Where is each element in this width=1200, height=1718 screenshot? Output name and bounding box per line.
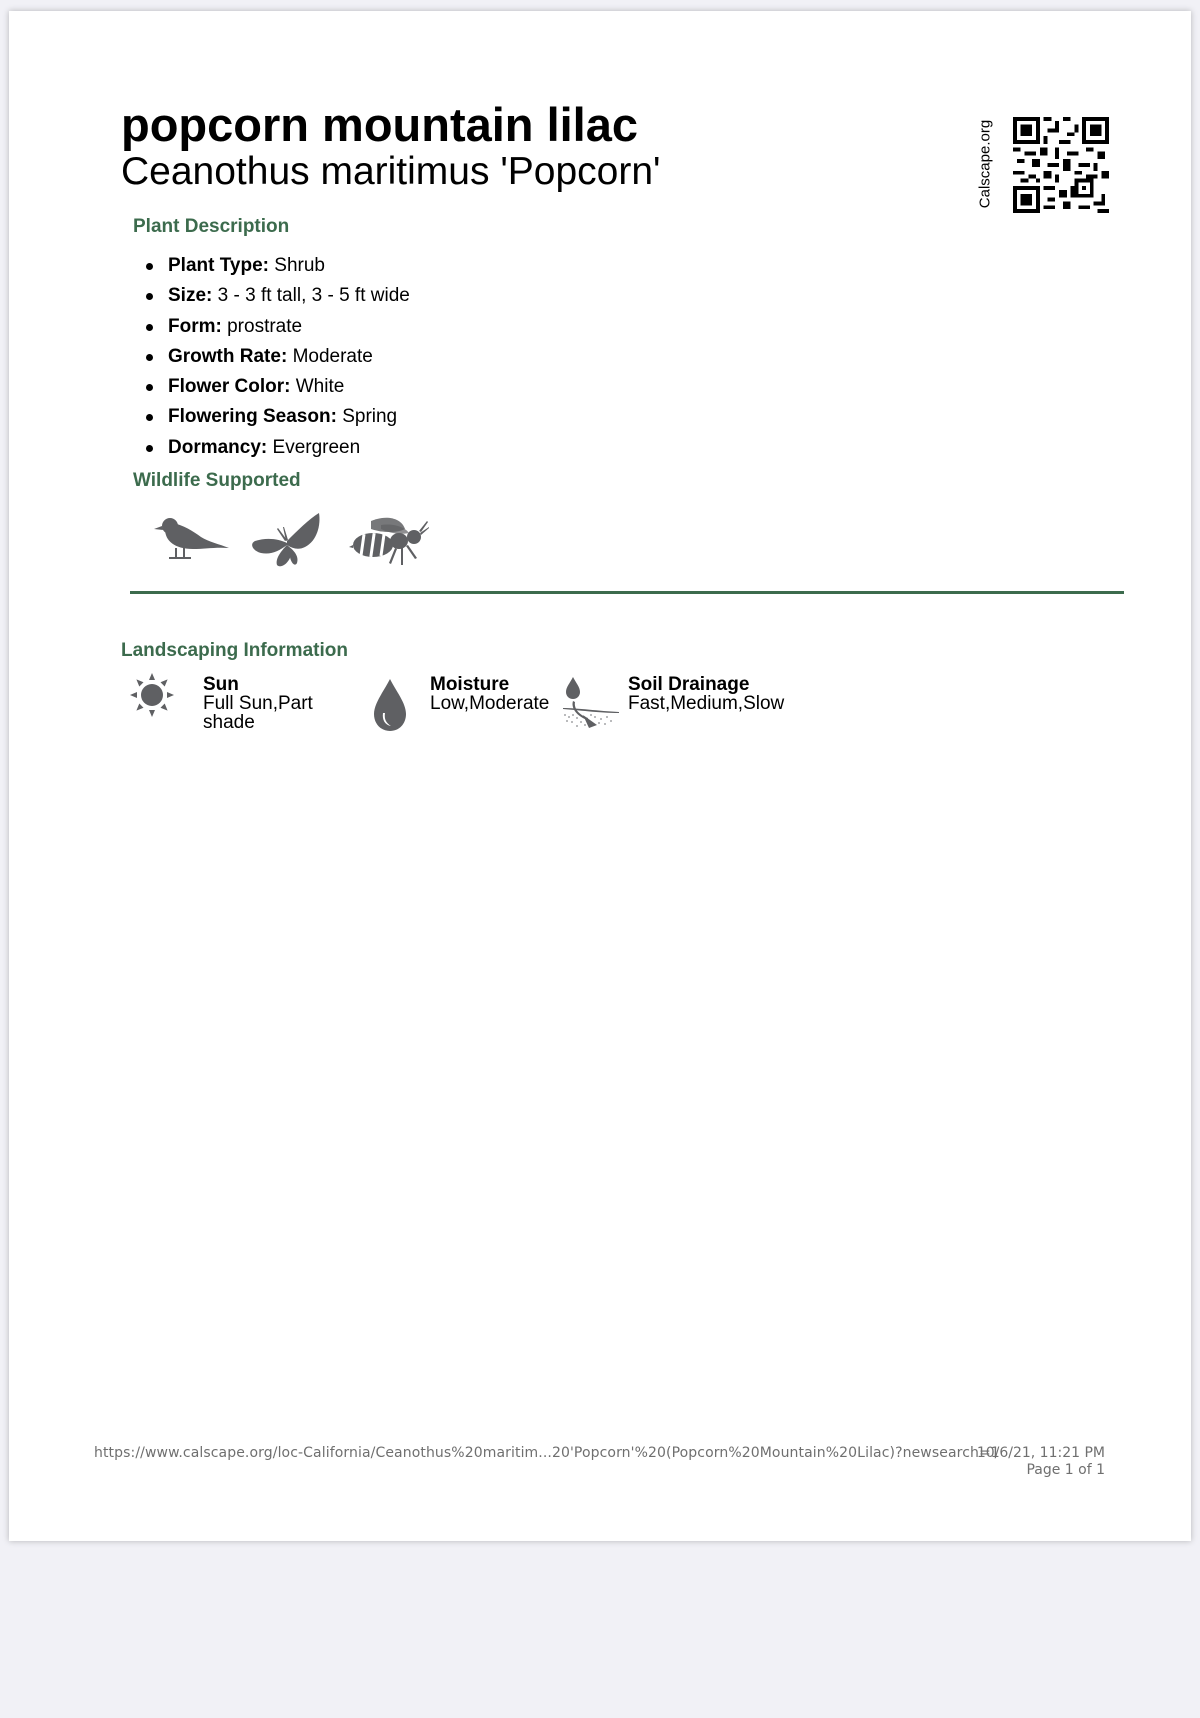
section-divider <box>130 591 1124 594</box>
item-value: White <box>295 376 345 398</box>
list-item <box>134 402 410 432</box>
moisture-title: Moisture <box>430 674 510 695</box>
common-name-title: popcorn mountain lilac <box>121 98 639 151</box>
soil-drainage-info <box>628 675 784 713</box>
item-label: Flower Color: <box>168 376 291 398</box>
list-item <box>134 312 410 342</box>
item-label: Dormancy: <box>168 436 268 458</box>
sun-icon <box>128 671 176 719</box>
sun-info <box>203 675 313 732</box>
item-value: prostrate <box>227 315 303 337</box>
list-item <box>134 342 410 372</box>
scientific-name: Ceanothus maritimus 'Popcorn' <box>121 150 661 193</box>
list-item <box>134 372 410 402</box>
moisture-value: Low,Moderate <box>430 693 550 714</box>
soil-drainage-icon <box>561 675 621 733</box>
plant-description-heading: Plant Description <box>133 216 290 237</box>
moisture-info <box>430 675 549 713</box>
sun-title: Sun <box>203 674 239 695</box>
item-value: Evergreen <box>272 436 361 458</box>
list-item <box>134 251 410 281</box>
item-label: Plant Type: <box>168 255 269 276</box>
qr-code-icon[interactable] <box>1013 117 1109 213</box>
wildlife-heading: Wildlife Supported <box>133 470 301 491</box>
footer-url[interactable]: https://www.calscape.org/loc-California/Ceanothus%20maritim...20'Popcorn'%20(Popcorn%20Mountain%20Lilac)?newsearch=1 <box>94 1445 1000 1461</box>
item-label: Growth Rate: <box>168 345 288 367</box>
printed-page <box>9 11 1191 1541</box>
footer-page-number: Page 1 of 1 <box>1026 1462 1105 1478</box>
bee-icon <box>349 511 429 571</box>
footer-page-info <box>977 1445 1105 1479</box>
soil-drainage-value: Fast,Medium,Slow <box>628 693 785 714</box>
qr-label <box>975 114 995 214</box>
footer-datetime: 10/6/21, 11:21 PM <box>976 1445 1105 1461</box>
water-drop-icon <box>370 677 410 733</box>
item-label: Flowering Season: <box>168 406 337 428</box>
list-item <box>134 281 410 311</box>
item-label: Size: <box>168 285 213 307</box>
item-value: Moderate <box>292 345 373 367</box>
soil-drainage-title: Soil Drainage <box>628 674 750 695</box>
bird-icon <box>153 511 231 566</box>
list-item <box>134 433 410 463</box>
butterfly-icon <box>247 511 325 569</box>
plant-description-list <box>134 251 410 463</box>
item-value: Shrub <box>274 255 325 276</box>
landscaping-heading: Landscaping Information <box>121 640 348 661</box>
item-label: Form: <box>168 315 222 337</box>
qr-label-text: Calscape.org <box>976 119 994 209</box>
item-value: 3 - 3 ft tall, 3 - 5 ft wide <box>217 285 410 307</box>
sun-value: Full Sun,Part <box>203 693 313 714</box>
item-value: Spring <box>342 406 398 428</box>
sun-value-continued: shade <box>203 712 255 733</box>
